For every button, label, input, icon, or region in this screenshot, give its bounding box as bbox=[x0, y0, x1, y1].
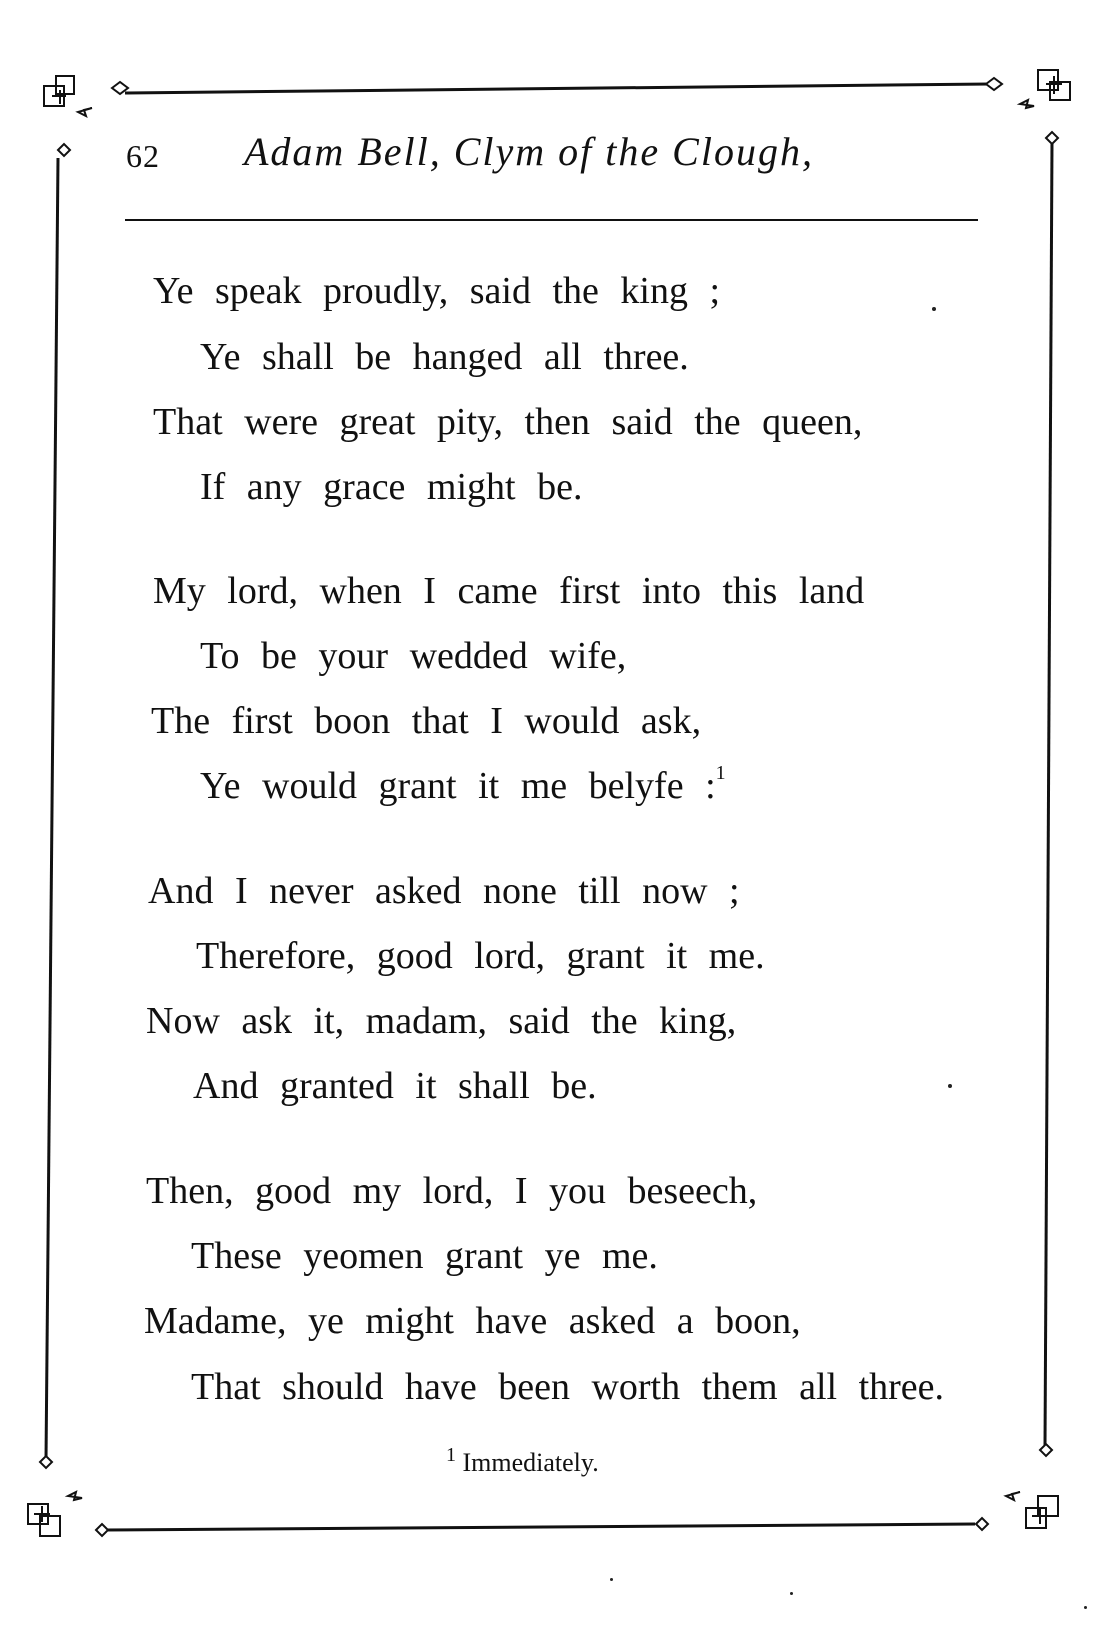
scan-speck bbox=[790, 1592, 793, 1595]
poem-line: Then, good my lord, I you beseech, bbox=[146, 1170, 758, 1212]
poem-line: The first boon that I would ask, bbox=[151, 700, 702, 742]
header-rule bbox=[125, 219, 978, 221]
poem-line: To be your wedded wife, bbox=[200, 635, 627, 677]
poem-line: These yeomen grant ye me. bbox=[191, 1235, 658, 1277]
poem-line: Madame, ye might have asked a boon, bbox=[144, 1300, 801, 1342]
corner-ornament-bottom-right bbox=[976, 1444, 1058, 1530]
corner-ornament-top-left bbox=[44, 76, 128, 156]
poem-line: If any grace might be. bbox=[200, 466, 583, 508]
poem-line bbox=[200, 762, 726, 807]
poem-line: That should have been worth them all three. bbox=[191, 1366, 945, 1408]
scan-speck bbox=[948, 1084, 952, 1088]
poem-line: Therefore, good lord, grant it me. bbox=[196, 935, 765, 977]
running-header bbox=[122, 128, 982, 188]
scan-speck bbox=[932, 307, 936, 311]
page-number: 62 bbox=[126, 138, 160, 174]
footnote-marker: 1 bbox=[446, 1444, 456, 1466]
poem-line: And granted it shall be. bbox=[193, 1065, 597, 1107]
corner-ornament-top-right bbox=[986, 70, 1070, 144]
poem-line-text: Ye would grant it me belyfe : bbox=[200, 765, 716, 807]
scan-speck bbox=[1084, 1606, 1087, 1609]
scan-speck bbox=[610, 1578, 613, 1581]
poem-line: Ye shall be hanged all three. bbox=[200, 336, 689, 378]
footnote-reference: 1 bbox=[715, 762, 726, 784]
corner-ornament-bottom-left bbox=[28, 1456, 108, 1536]
poem-line: My lord, when I came first into this land bbox=[153, 570, 865, 612]
poem-line: And I never asked none till now ; bbox=[148, 870, 740, 912]
poem-line: That were great pity, then said the queen, bbox=[153, 401, 863, 443]
poem-line: Ye speak proudly, said the king ; bbox=[153, 270, 721, 312]
footnote bbox=[446, 1444, 599, 1478]
poem-line: Now ask it, madam, said the king, bbox=[146, 1000, 737, 1042]
running-title: Adam Bell, Clym of the Clough, bbox=[244, 129, 814, 174]
footnote-text: Immediately. bbox=[462, 1448, 599, 1477]
